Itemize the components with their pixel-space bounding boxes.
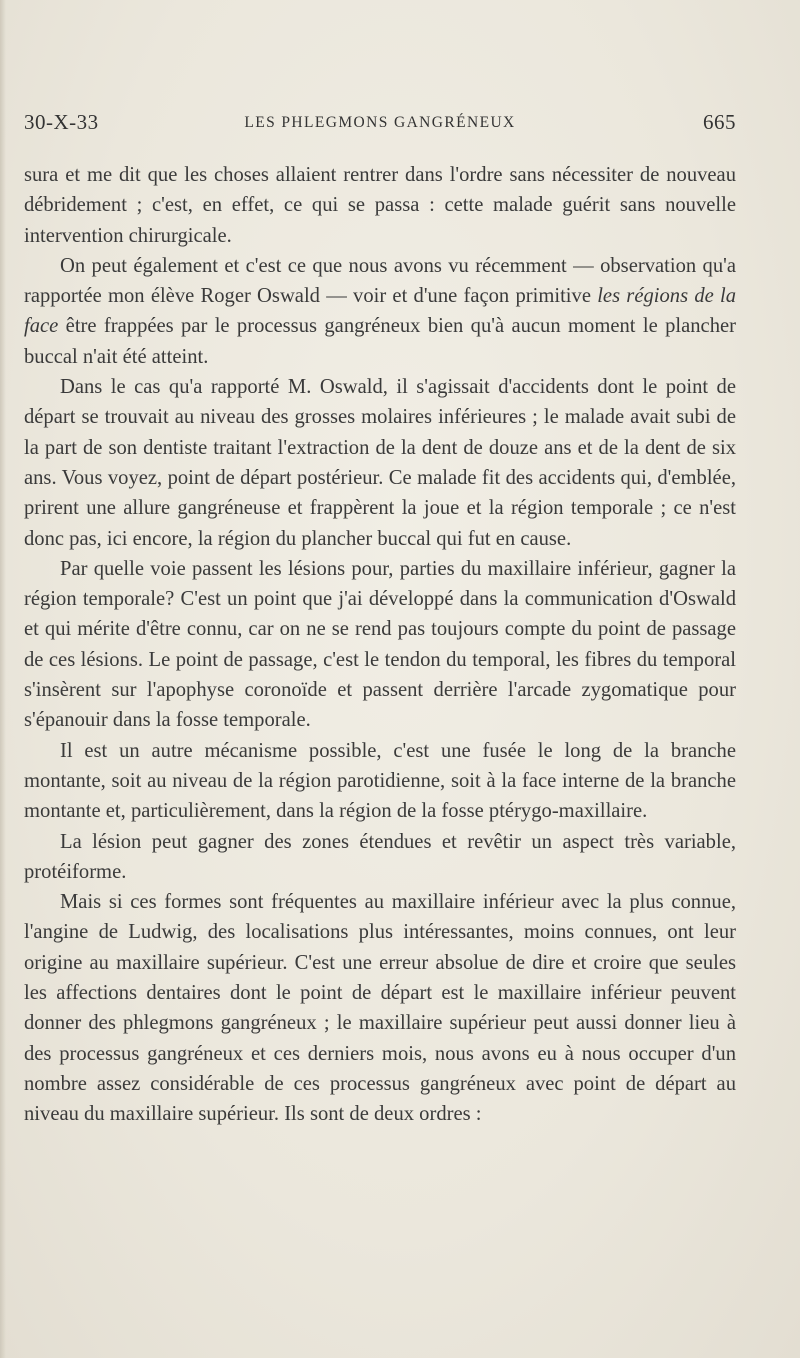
paragraph: Par quelle voie passent les lésions pour, parties du maxillaire inférieur, gagner la région temporale? C'est un point que j'ai développé dans la communication d'Oswald et qui mérite d'être connu, car on ne se rend pas toujours compte du point de passage de ces lésions. Le point de passage, c'est le tendon du temporal, les fibres du temporal s'insèrent sur l'apophyse coronoïde et passent derrière l'arcade zygomatique pour s'épanouir dans la fosse temporale. [24, 557, 736, 732]
paragraph [24, 251, 736, 372]
running-title: LES PHLEGMONS GANGRÉNEUX [244, 114, 516, 131]
paragraph-continued: sura et me dit que les choses allaient rentrer dans l'ordre sans nécessiter de nouveau débridement ; c'est, en effet, ce qui se passa : cette malade guérit sans nouvelle intervention chirurgicale. [24, 164, 736, 247]
page-header [24, 110, 736, 140]
paragraph-italic-text: les régions de la face [24, 285, 737, 338]
page-spine-shadow [0, 0, 6, 1358]
paragraph: Dans le cas qu'a rapporté M. Oswald, il s'agissait d'accidents dont le point de départ se trouvait au niveau des grosses molaires inférieures ; le malade avait subi de la part de son dentiste traitant l'extraction de la dent de douze ans et de la dent de six ans. Vous voyez, point de départ postérieur. Ce malade fit des accidents qui, d'emblée, prirent une allure gangréneuse et frappèrent la joue et la région temporale ; ce n'est donc pas, ici encore, la région du plancher buccal qui fut en cause. [24, 376, 736, 550]
paragraph: Il est un autre mécanisme possible, c'est une fusée le long de la branche montante, soit au niveau de la région parotidienne, soit à la face interne de la branche montante et, particulièrement, dans la région de la fosse ptérygo-maxillaire. [24, 739, 736, 823]
header-date: 30-X-33 [24, 110, 99, 134]
paragraph: Mais si ces formes sont fréquentes au maxillaire inférieur avec la plus connue, l'angine de Ludwig, des localisations plus intéressantes, moins connues, ont leur origine au maxillaire supérieur. C'est une erreur absolue de dire et croire que seules les affections dentaires dont le point de départ est le maxillaire inférieur peuvent donner des phlegmons gangréneux ; le maxillaire supérieur peut aussi donner lieu à des processus gangréneux et ces derniers mois, nous avons eu à nous occuper d'un nombre assez considérable de ces processus gangréneux avec point de départ au niveau du maxillaire supérieur. Ils sont de deux ordres : [24, 891, 736, 1126]
page-number: 665 [703, 110, 736, 134]
paragraph: La lésion peut gagner des zones étendues et revêtir un aspect très variable, protéiforme. [24, 830, 736, 883]
paragraph-text: On peut également et c'est ce que nous avons vu récemment — observation qu'a rapportée mon élève Roger Oswald — voir et d'une façon primitive [24, 254, 736, 308]
body-text [24, 160, 736, 1130]
paragraph-text: être frappées par le processus gangréneux bien qu'à aucun moment le plancher buccal n'ait été atteint. [24, 315, 736, 368]
